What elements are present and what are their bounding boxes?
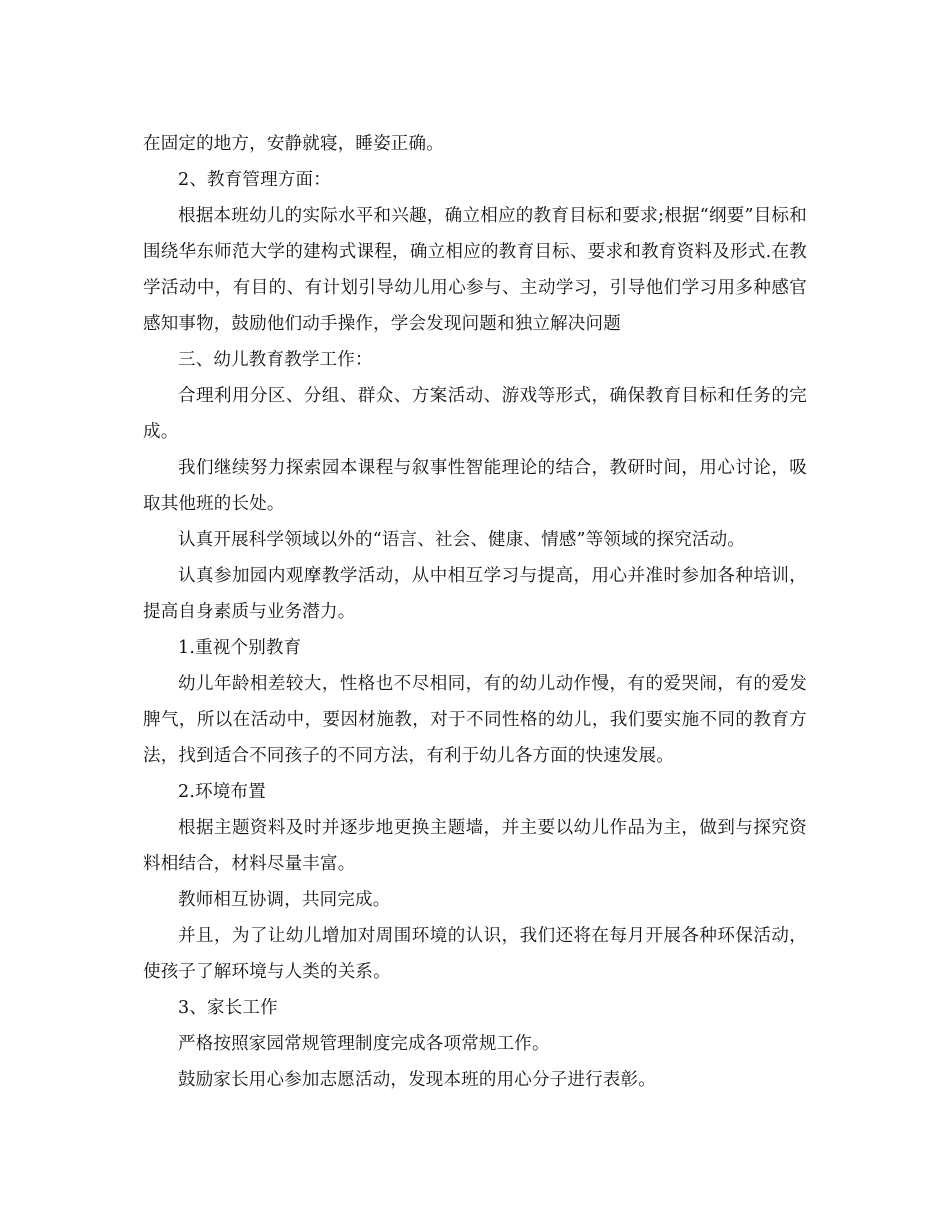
- paragraph: 我们继续努力探索园本课程与叙事性智能理论的结合，教研时间，用心讨论，吸取其他班的长处。: [143, 458, 807, 514]
- paragraph: 认真参加园内观摩教学活动，从中相互学习与提高，用心并准时参加各种培训，提高自身素质与业务潜力。: [143, 566, 807, 622]
- paragraph: 并且，为了让幼儿增加对周围环境的认识，我们还将在每月开展各种环保活动，使孩子了解环境与人类的关系。: [143, 926, 807, 982]
- heading-teaching-work: 三、幼儿教育教学工作：: [178, 350, 373, 370]
- heading-parent-work: 3、家长工作: [178, 998, 278, 1018]
- paragraph: 认真开展科学领域以外的“语言、社会、健康、情感”等领域的探究活动。: [178, 530, 745, 550]
- paragraph: 合理利用分区、分组、群众、方案活动、游戏等形式，确保教育目标和任务的完成。: [143, 386, 807, 442]
- paragraph: 根据主题资料及时并逐步地更换主题墙，并主要以幼儿作品为主，做到与探究资料相结合，材料尽量丰富。: [143, 818, 807, 874]
- paragraph: 根据本班幼儿的实际水平和兴趣，确立相应的教育目标和要求;根据“纲要”目标和围绕华东师范大学的建构式课程，确立相应的教育目标、要求和教育资料及形式.在教学活动中，有目的、有计划引导幼儿用心参与、主动学习，引导他们学习用多种感官感知事物，鼓励他们动手操作，学会发现问题和独立解决问题: [143, 206, 807, 334]
- heading-individual-education: 1.重视个别教育: [178, 638, 302, 658]
- heading-education-management: 2、教育管理方面：: [178, 170, 331, 190]
- paragraph-continuation: 在固定的地方，安静就寝，睡姿正确。: [143, 134, 444, 154]
- paragraph: 严格按照家园常规管理制度完成各项常规工作。: [178, 1034, 550, 1054]
- paragraph: 幼儿年龄相差较大，性格也不尽相同，有的幼儿动作慢，有的爱哭闹，有的爱发脾气，所以在活动中，要因材施教，对于不同性格的幼儿，我们要实施不同的教育方法，找到适合不同孩子的不同方法，有利于幼儿各方面的快速发展。: [143, 674, 807, 766]
- heading-environment-layout: 2.环境布置: [178, 782, 266, 802]
- paragraph: 教师相互协调，共同完成。: [178, 890, 391, 910]
- paragraph: 鼓励家长用心参加志愿活动，发现本班的用心分子进行表彰。: [178, 1070, 656, 1090]
- document-body: [143, 126, 807, 1098]
